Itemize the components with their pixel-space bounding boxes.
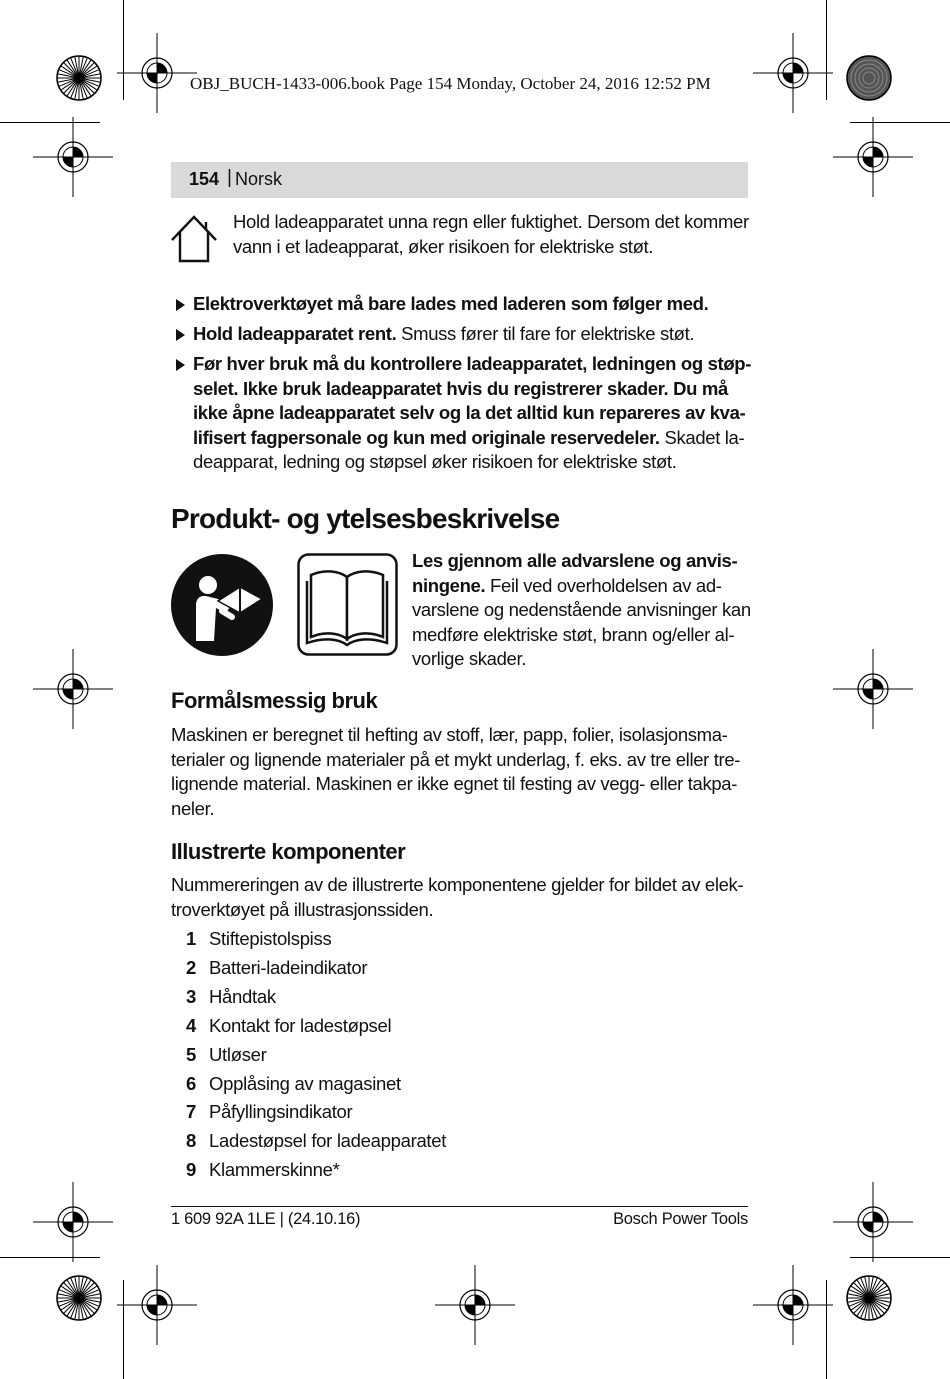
bold-run: lifisert fagpersonale og kun med originale reservedeler. [193,426,660,448]
bullet-line [193,450,677,475]
bullet-line [193,322,694,347]
bold-run: Les gjennom alle advarslene og anvis- [412,550,738,571]
bold-run: Hold ladeapparatet rent. [193,323,397,344]
component-label: Ladestøpsel for ladeapparatet [209,1130,447,1152]
component-number: 1 [186,928,197,949]
read-manual-person-icon [170,553,274,657]
component-number: 3 [186,985,197,1007]
intended-use-line: lignende material. Maskinen er ikke egnet til festing av vegg- eller takpa- [171,773,738,795]
bold-run: ningene. [412,574,486,596]
component-number: 2 [186,956,197,978]
page-header [171,162,748,198]
component-number: 5 [186,1043,197,1065]
component-label: Utløser [209,1043,267,1065]
component-number: 4 [186,1014,197,1036]
open-book-icon [297,553,398,656]
header-separator: | [227,167,232,188]
warning-line: vann i et ladeapparat, øker risikoen for elektriske støt. [233,235,654,257]
read-instructions-line [412,647,526,672]
component-label: Klammerskinne* [209,1159,340,1181]
components-heading: Illustrerte komponenter [171,839,406,864]
component-label: Påfyllingsindikator [209,1101,353,1123]
read-instructions-line [412,598,751,623]
page-number: 154 [189,169,220,189]
components-intro-line: Nummereringen av de illustrerte komponentene gjelder for bildet av elek- [171,874,744,895]
read-instructions-line [412,574,722,599]
component-label: Kontakt for ladestøpsel [209,1014,392,1036]
bold-run: ikke åpne ladeapparatet selv og la det alltid kun repareres av kva- [193,402,746,424]
component-label: Batteri-ladeindikator [209,956,368,978]
bullet-arrow-icon [176,299,185,311]
component-label: Stiftepistolspiss [209,928,332,949]
component-label: Opplåsing av magasinet [209,1072,401,1094]
bullet-line [193,401,745,426]
warning-line: Hold ladeapparatet unna regn eller fuktighet. Dersom det kommer [233,211,749,232]
intended-use-line: terialer og lignende materialer på et mykt underlag, f. eks. av tre eller tre- [171,748,741,770]
bullet-line [193,292,708,317]
text-run: deapparat, ledning og støpsel øker risikoen for elektriske støt. [193,451,677,473]
read-instructions-line [412,549,737,574]
footer-brand: Bosch Power Tools [613,1210,748,1228]
text-run: Skadet la- [659,426,745,448]
text-run: vorlige skader. [412,648,527,670]
intended-use-line: Maskinen er beregnet til hefting av stoff, lær, papp, folier, isolasjonsma- [171,724,728,745]
bullet-arrow-icon [176,329,185,341]
intended-use-line: neler. [171,797,215,819]
components-intro-line: troverktøyet på illustrasjonssiden. [171,898,434,920]
footer-rule [171,1206,748,1207]
component-number: 6 [186,1072,197,1094]
component-number: 7 [186,1101,197,1123]
footer-document-number: 1 609 92A 1LE | (24.10.16) [171,1210,361,1228]
read-instructions-line [412,623,734,648]
bold-run: selet. Ikke bruk ladeapparatet hvis du registrerer skader. Du må [193,377,728,399]
text-run: medføre elektriske støt, brann og/eller al- [412,623,735,645]
house-warning-icon [170,214,220,264]
bullet-line [193,377,728,402]
slug-line: OBJ_BUCH-1433-006.book Page 154 Monday, October 24, 2016 12:52 PM [190,74,711,93]
section-title: Produkt- og ytelsesbeskrivelse [171,503,560,534]
intended-use-heading: Formålsmessig bruk [171,688,378,713]
text-run: Smuss fører til fare for elektriske støt. [396,323,695,344]
text-run: varslene og nedenstående anvisninger kan [412,599,751,621]
bold-run: Før hver bruk må du kontrollere ladeapparatet, ledningen og støp- [193,353,752,374]
text-run: Feil ved overholdelsen av ad- [485,574,722,596]
bullet-line [193,352,751,377]
component-number: 9 [186,1159,197,1181]
component-label: Håndtak [209,985,276,1007]
component-number: 8 [186,1130,197,1152]
bullet-arrow-icon [176,359,185,371]
bullet-line [193,426,744,451]
bold-run: Elektroverktøyet må bare lades med laderen som følger med. [193,293,709,314]
header-language: Norsk [235,169,283,189]
